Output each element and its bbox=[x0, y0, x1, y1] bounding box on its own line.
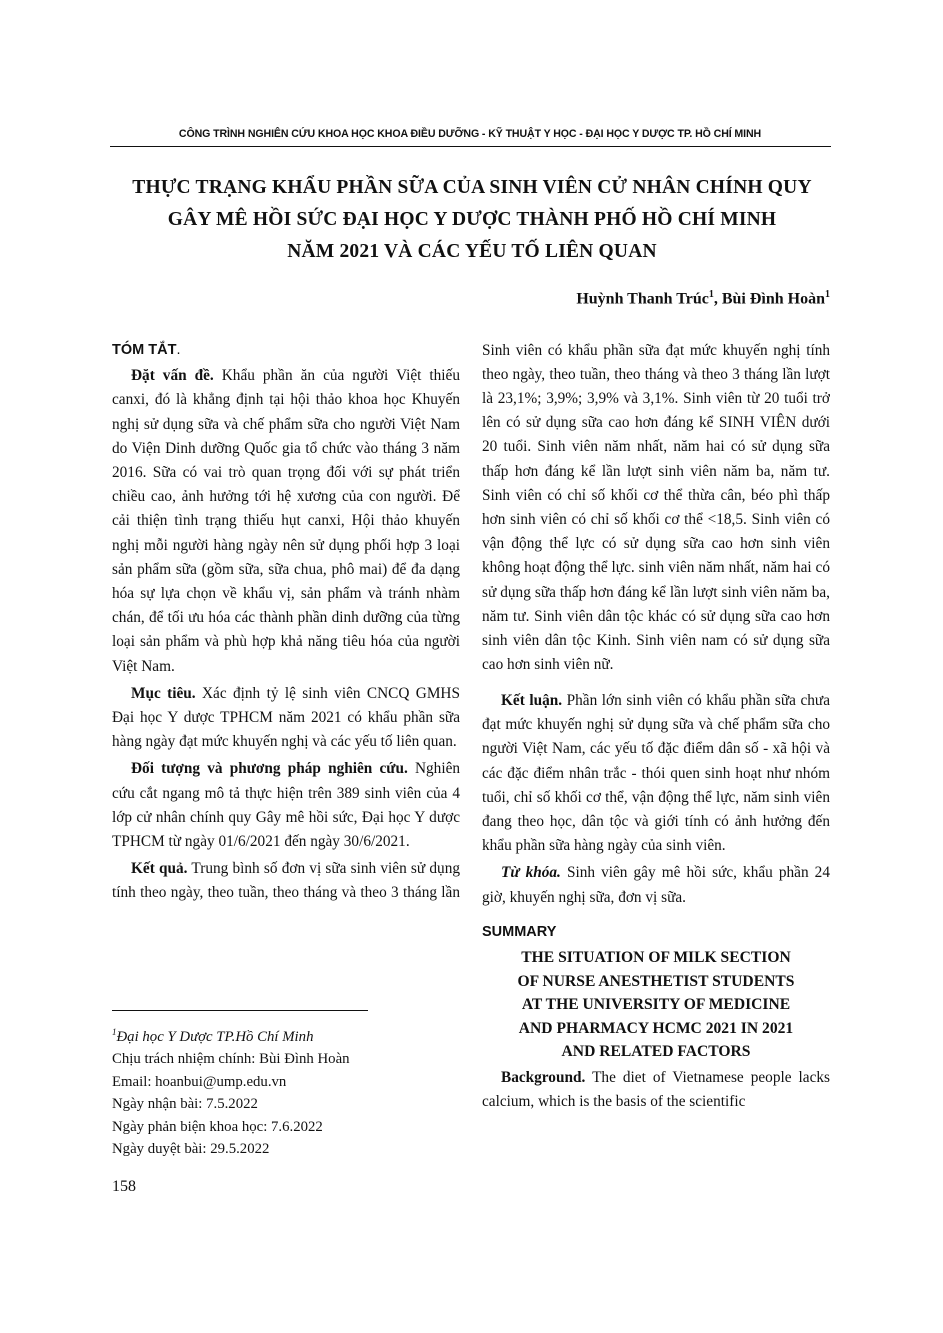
keywords-paragraph bbox=[482, 861, 830, 909]
english-title-line: THE SITUATION OF MILK SECTION bbox=[521, 949, 791, 967]
author-affiliation-mark: 1 bbox=[708, 289, 714, 300]
english-title-line: AND PHARMACY HCMC 2021 IN 2021 bbox=[518, 1019, 794, 1037]
affiliation-note: $^1$Đại học Y Dược TP.Hồ Chí Minh bbox=[112, 1027, 314, 1045]
responsible-author: Chịu trách nhiệm chính: Bùi Đình Hoàn bbox=[112, 1051, 350, 1068]
english-title bbox=[482, 946, 830, 1064]
summary-heading: SUMMARY bbox=[482, 923, 557, 940]
results-continuation-2 bbox=[482, 556, 830, 686]
left-column bbox=[112, 338, 460, 908]
objective-label: Mục tiêu. bbox=[131, 684, 196, 702]
author-name: Bùi Đình Hoàn bbox=[721, 290, 825, 308]
email: Email: hoanbui@ump.edu.vn bbox=[112, 1073, 287, 1090]
footnote-rule bbox=[112, 1010, 368, 1011]
conclusion-text: Phần lớn sinh viên có khẩu phần sữa chưa đạt mức khuyến nghị sử dụng sữa và chế phẩm sữa cho người Việt Nam, các yếu tố đặc điểm dân số - xã hội và các đặc điểm nhân trắc - thói quen sinh hoạt như nhóm tuổi, chỉ số khối cơ thể, vận động thể lực, năm sinh viên đang theo học, dân tộc và giới tính có ảnh hưởng đến khẩu phần sữa hàng ngày của sinh viên. bbox=[482, 692, 831, 855]
results-paragraph bbox=[112, 857, 460, 905]
objective-text: Xác định tỷ lệ sinh viên CNCQ GMHS Đại học Y dược TPHCM năm 2021 có khẩu phần sữa hàng ngày đạt mức khuyến nghị và các yếu tố liên quan. bbox=[112, 684, 460, 751]
article-title bbox=[90, 172, 854, 268]
keywords-text: Sinh viên gây mê hồi sức, khẩu phần 24 giờ, khuyến nghị sữa, đơn vị sữa. bbox=[482, 864, 830, 906]
english-title-line: AT THE UNIVERSITY OF MEDICINE bbox=[521, 996, 791, 1014]
title-line: THỰC TRẠNG KHẨU PHẦN SỮA CỦA SINH VIÊN CỬ NHÂN CHÍNH QUY bbox=[132, 177, 812, 198]
results-label: Kết quả. bbox=[131, 860, 188, 878]
author-name: Huỳnh Thanh Trúc bbox=[576, 290, 709, 308]
keywords-label: Từ khóa. bbox=[501, 864, 561, 882]
review-date: Ngày phản biện khoa học: 7.6.2022 bbox=[112, 1118, 323, 1135]
summary-background-label: Background. bbox=[501, 1068, 586, 1086]
background-text: Khẩu phần ăn của người Việt thiếu canxi, đó là khẳng định tại hội thảo khoa học Khuyến nghị sử dụng sữa và chế phẩm sữa cho người Việt Nam do Viện Dinh dưỡng Quốc gia tổ chức vào tháng 3 năm 2016. Sữa có vai trò quan trọng đối với sự phát triển chiều cao, ảnh hưởng tới hệ xương của con người. Để cải thiện tình trạng thiếu hụt canxi, Hội thảo khuyến nghị mỗi người hàng ngày nên sử dụng phối hợp 3 loại sản phẩm sữa (gồm sữa, sữa chua, phô mai) để đa dạng hóa sự lựa chọn về khẩu vị, sản phẩm và tránh nhàm chán, để tối ưu hóa các thành phần dinh dưỡng của từng loại sản phẩm và phù hợp khả năng tiêu hóa của người Việt Nam. bbox=[112, 367, 460, 675]
header-rule bbox=[110, 146, 831, 147]
summary-background-paragraph bbox=[482, 1066, 830, 1114]
conclusion-label: Kết luận. bbox=[501, 692, 563, 709]
author-affiliation-mark: 1 bbox=[825, 289, 830, 300]
background-paragraph bbox=[112, 364, 460, 679]
results-text: Trung bình số đơn vị sữa sinh viên sử dụng tính theo ngày, theo tuần, theo tháng và theo 3 tháng lần bbox=[112, 860, 460, 902]
summary-background-text: The diet of Vietnamese people lacks calcium, which is the basis of the scientific bbox=[482, 1068, 830, 1110]
results-paragraph-cont: Sinh viên có khẩu phần sữa đạt mức khuyến nghị tính theo ngày, theo tuần, theo tháng và theo 3 tháng lần lượt là 23,1%; 3,9%; 3,9% và 3,1%. Sinh viên từ 20 tuổi trở lên có sử dụng sữa cao hơn đáng kể SINH VIÊN dưới 20 tuổi. Sinh viên năm nhất, năm hai có sử dụng sữa thấp hơn đáng kể lần lượt sinh viên năm ba, năm tư. Sinh viên có chỉ số khối cơ thể thừa cân, béo phì thấp hơn sinh viên có chỉ số khối cơ thể <18,5. Sinh viên có vận động thể lực có sử dụng sữa cao hơn sinh viên bbox=[482, 341, 830, 553]
background-label: Đặt vấn đề. bbox=[131, 367, 214, 385]
title-line: NĂM 2021 VÀ CÁC YẾU TỐ LIÊN QUAN bbox=[287, 241, 657, 262]
approval-date: Ngày duyệt bài: 29.5.2022 bbox=[112, 1141, 270, 1158]
methods-paragraph bbox=[112, 757, 460, 854]
methods-text: Nghiên cứu cắt ngang mô tả thực hiện trên 389 sinh viên của 4 lớp cử nhân chính quy Gây mê hồi sức, Đại học Y dược TPHCM từ ngày 01/6/2021 đến ngày 30/6/2021. bbox=[112, 760, 461, 851]
conclusion-paragraph bbox=[482, 689, 830, 858]
footnotes bbox=[112, 1021, 460, 1161]
received-date: Ngày nhận bài: 7.5.2022 bbox=[112, 1096, 258, 1113]
methods-label: Đối tượng và phương pháp nghiên cứu. bbox=[131, 760, 408, 778]
abstract-heading: TÓM TẮT. bbox=[112, 342, 181, 358]
results-paragraph-cont-2: không hoạt động thể lực. sinh viên năm nhất, năm hai có sử dụng sữa thấp hơn đáng kể lần lượt sinh viên năm ba, năm tư. Sinh viên dân tộc khác có sử dụng sữa cao hơn sinh viên dân tộc Kinh. Sinh viên nam có sử dụng sữa cao hơn sinh viên nữ. bbox=[482, 559, 830, 674]
english-title-line: AND RELATED FACTORS bbox=[561, 1043, 751, 1061]
title-line: GÂY MÊ HỒI SỨC ĐẠI HỌC Y DƯỢC THÀNH PHỐ HỒ CHÍ MINH bbox=[167, 209, 777, 230]
running-head: CÔNG TRÌNH NGHIÊN CỨU KHOA HỌC KHOA ĐIỀU DƯỠNG - KỸ THUẬT Y HỌC - ĐẠI HỌC Y DƯỢC TP. HỒ CHÍ MINH bbox=[178, 128, 762, 140]
results-continuation bbox=[482, 338, 830, 556]
author-list bbox=[576, 289, 830, 308]
author-separator: , bbox=[713, 290, 722, 308]
page-number: 158 bbox=[112, 1178, 136, 1195]
objective-paragraph bbox=[112, 682, 460, 755]
english-title-line: OF NURSE ANESTHETIST STUDENTS bbox=[517, 972, 795, 990]
right-column bbox=[482, 338, 830, 1117]
